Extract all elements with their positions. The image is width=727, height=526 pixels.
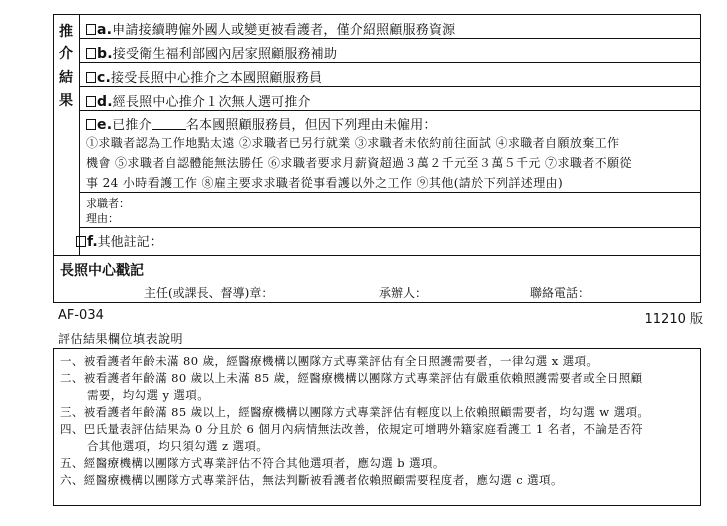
contact-phone-label: 聯絡電話： (530, 286, 591, 300)
referred-count-blank[interactable] (152, 118, 186, 130)
reason-label: 理由： (86, 212, 119, 225)
option-e-reason-line: 事 24 小時看護工作 ⑧雇主要求求職者從事看護以外之工作 ⑨其他(請於下列詳述理由) (86, 176, 564, 190)
side-char: 結 (59, 70, 73, 86)
option-f-row (76, 231, 163, 250)
option-a-checkbox[interactable] (86, 24, 96, 35)
note-line: 三、被看護者年齡滿 85 歲以上，經醫療機構以團隊方式專業評估有輕度以上依賴照顧需要者，均勾選 w 選項。 (60, 405, 650, 419)
option-b-key: b. (97, 46, 113, 62)
divider (80, 227, 700, 228)
option-c-key: c. (97, 70, 112, 86)
option-a-key: a. (97, 22, 113, 38)
form-code: AF-034 (58, 308, 104, 323)
note-line: 需要，均勾選 y 選項。 (87, 388, 210, 402)
option-e-checkbox[interactable] (86, 119, 96, 130)
note-line: 二、被看護者年齡滿 80 歲以上未滿 85 歲，經醫療機構以團隊方式專業評估有嚴重依賴照護需要者或全日照顧 (60, 371, 643, 385)
option-e-reason-line: ①求職者認為工作地點太遠 ②求職者已另行就業 ③求職者未依約前往面試 ④求職者自願放棄工作 (86, 136, 620, 150)
explanation-title: 評估結果欄位填表說明 (58, 332, 184, 346)
option-e-prefix: 已推介 (112, 118, 152, 133)
option-f-key: f. (87, 234, 98, 250)
handler-label: 承辦人： (379, 286, 428, 300)
side-char: 果 (59, 93, 73, 109)
referral-result-form (53, 14, 701, 303)
center-stamp-title: 長照中心戳記 (60, 263, 144, 279)
referral-result-side-label (54, 15, 80, 255)
option-e-reason-line: 機會 ⑤求職者自認體能無法勝任 ⑥求職者要求月薪資超過３萬２千元至３萬５千元 ⑦求職者不願從 (86, 156, 632, 170)
option-f-checkbox[interactable] (76, 236, 86, 247)
option-b-checkbox[interactable] (86, 48, 96, 59)
option-e-row (80, 111, 700, 193)
side-char: 推 (59, 24, 73, 40)
note-line: 五、經醫療機構以團隊方式專業評估不符合其他選項者，應勾選 b 選項。 (60, 456, 445, 470)
option-b-text: 接受衛生福利部國內居家照顧服務補助 (112, 47, 338, 62)
applicant-label: 求職者： (86, 197, 130, 210)
note-line: 四、巴氏量表評估結果為 0 分且於 6 個月內病情無法改善，依規定可增聘外籍家庭看護工 1 名者，不論是否符 (60, 422, 643, 436)
option-a-row (80, 15, 700, 39)
option-e-suffix: 名本國照顧服務員，但因下列理由未僱用： (185, 118, 437, 133)
note-line: 合其他選項，均只須勾選 z 選項。 (87, 439, 269, 453)
option-c-checkbox[interactable] (86, 72, 96, 83)
center-stamp-section (54, 255, 700, 304)
option-d-key: d. (97, 94, 113, 110)
option-b-row (80, 39, 700, 63)
option-e-key: e. (97, 117, 113, 133)
option-d-checkbox[interactable] (86, 96, 96, 107)
supervisor-seal-label: 主任(或課長、督導)章： (144, 286, 274, 300)
side-char: 介 (59, 46, 73, 62)
form-version: 11210 版 (644, 312, 703, 327)
option-c-text: 接受長照中心推介之本國照顧服務員 (111, 71, 323, 86)
option-d-text: 經長照中心推介１次無人選可推介 (112, 95, 311, 110)
reason-detail-area[interactable] (80, 193, 700, 231)
option-f-text: 其他註記： (97, 235, 163, 250)
explanation-notes-box (53, 348, 701, 506)
option-a-text: 申請接續聘僱外國人或變更被看護者，僅介紹照顧服務資源 (112, 23, 456, 38)
note-line: 六、經醫療機構以團隊方式專業評估，無法判斷被看護者依賴照顧需要程度者，應勾選 c 選項。 (60, 473, 563, 487)
option-d-row (80, 87, 700, 111)
note-line: 一、被看護者年齡未滿 80 歲，經醫療機構以團隊方式專業評估有全日照護需要者，一律勾選 x 選項。 (60, 354, 599, 368)
option-c-row (80, 63, 700, 87)
